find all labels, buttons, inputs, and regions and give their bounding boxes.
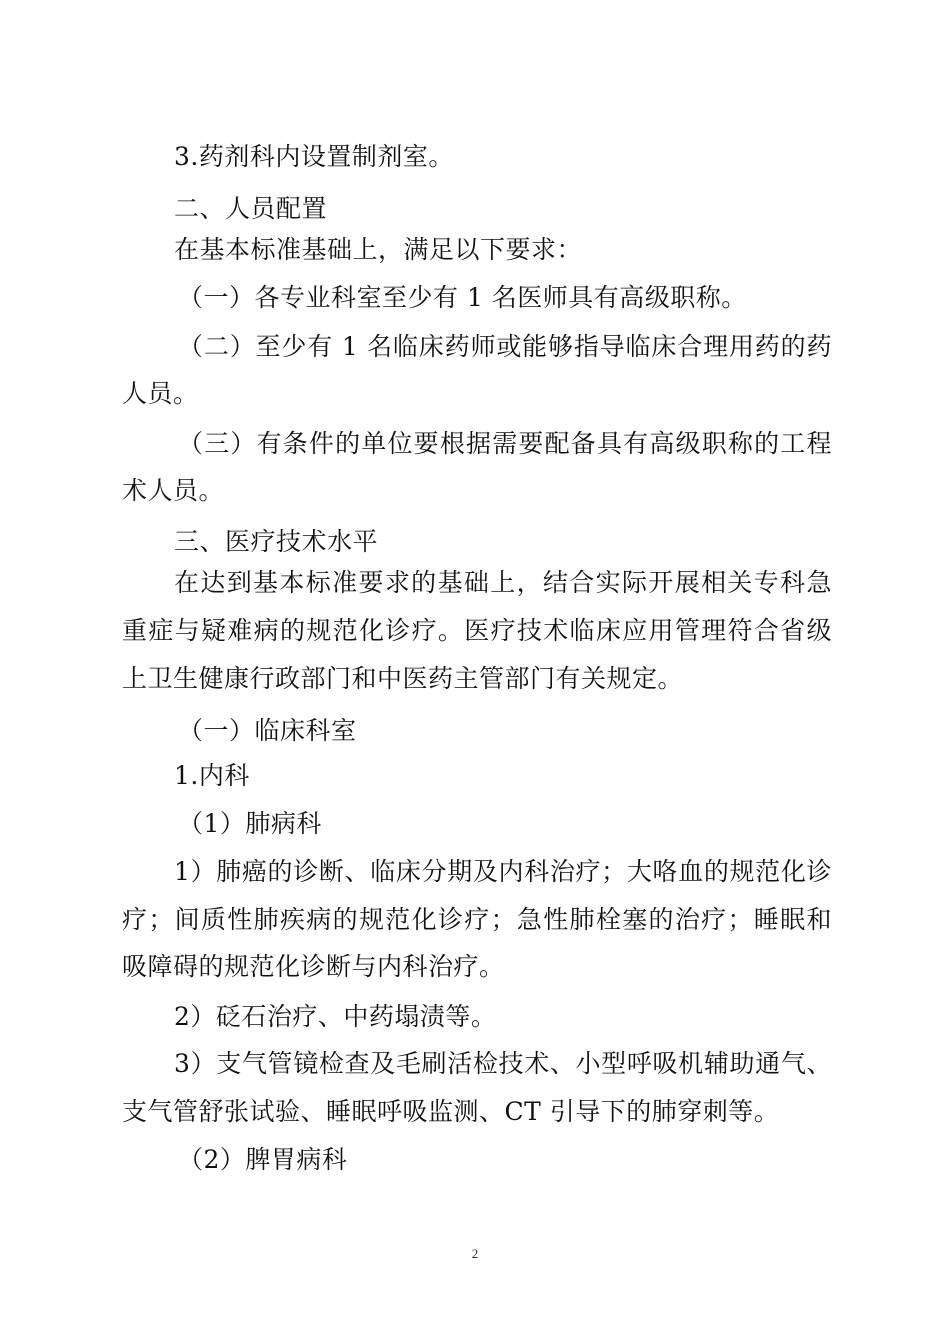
text-line: 在基本标准基础上，满足以下要求： — [174, 235, 583, 264]
list-item: 3）支气管镜检查及毛刷活检技术、小型呼吸机辅助通气、 — [174, 1049, 832, 1078]
section-heading: 三、医疗技术水平 — [174, 527, 379, 556]
text-line: 疗；间质性肺疾病的规范化诊疗；急性肺栓塞的治疗；睡眠和 — [122, 905, 832, 934]
list-item: （三）有条件的单位要根据需要配备具有高级职称的工程 — [178, 429, 832, 458]
subsection-heading: （2）脾胃病科 — [178, 1145, 348, 1174]
list-item: （二）至少有 1 名临床药师或能够指导临床合理用药的药 — [178, 332, 832, 361]
subsection-heading: （1）肺病科 — [178, 809, 322, 838]
text-line: 人员。 — [122, 379, 199, 408]
text-line: 吸障碍的规范化诊断与内科治疗。 — [122, 952, 505, 981]
text-line: 重症与疑难病的规范化诊疗。医疗技术临床应用管理符合省级 — [122, 616, 832, 645]
text-line: 支气管舒张试验、睡眠呼吸监测、CT 引导下的肺穿刺等。 — [122, 1097, 780, 1126]
list-item: 2）砭石治疗、中药塌渍等。 — [174, 1002, 497, 1031]
section-heading: 二、人员配置 — [174, 194, 328, 223]
text-line: 3.药剂科内设置制剂室。 — [174, 142, 454, 171]
text-line: 术人员。 — [122, 476, 225, 505]
subsection-heading: （一）临床科室 — [178, 716, 357, 745]
text-line: 在达到基本标准要求的基础上，结合实际开展相关专科急 — [174, 568, 832, 597]
page-number: 2 — [471, 1246, 479, 1261]
list-item: （一）各专业科室至少有 1 名医师具有高级职称。 — [178, 283, 747, 312]
text-line: 上卫生健康行政部门和中医药主管部门有关规定。 — [122, 664, 684, 693]
subsection-heading: 1.内科 — [174, 761, 250, 790]
list-item: 1）肺癌的诊断、临床分期及内科治疗；大咯血的规范化诊 — [174, 857, 832, 886]
